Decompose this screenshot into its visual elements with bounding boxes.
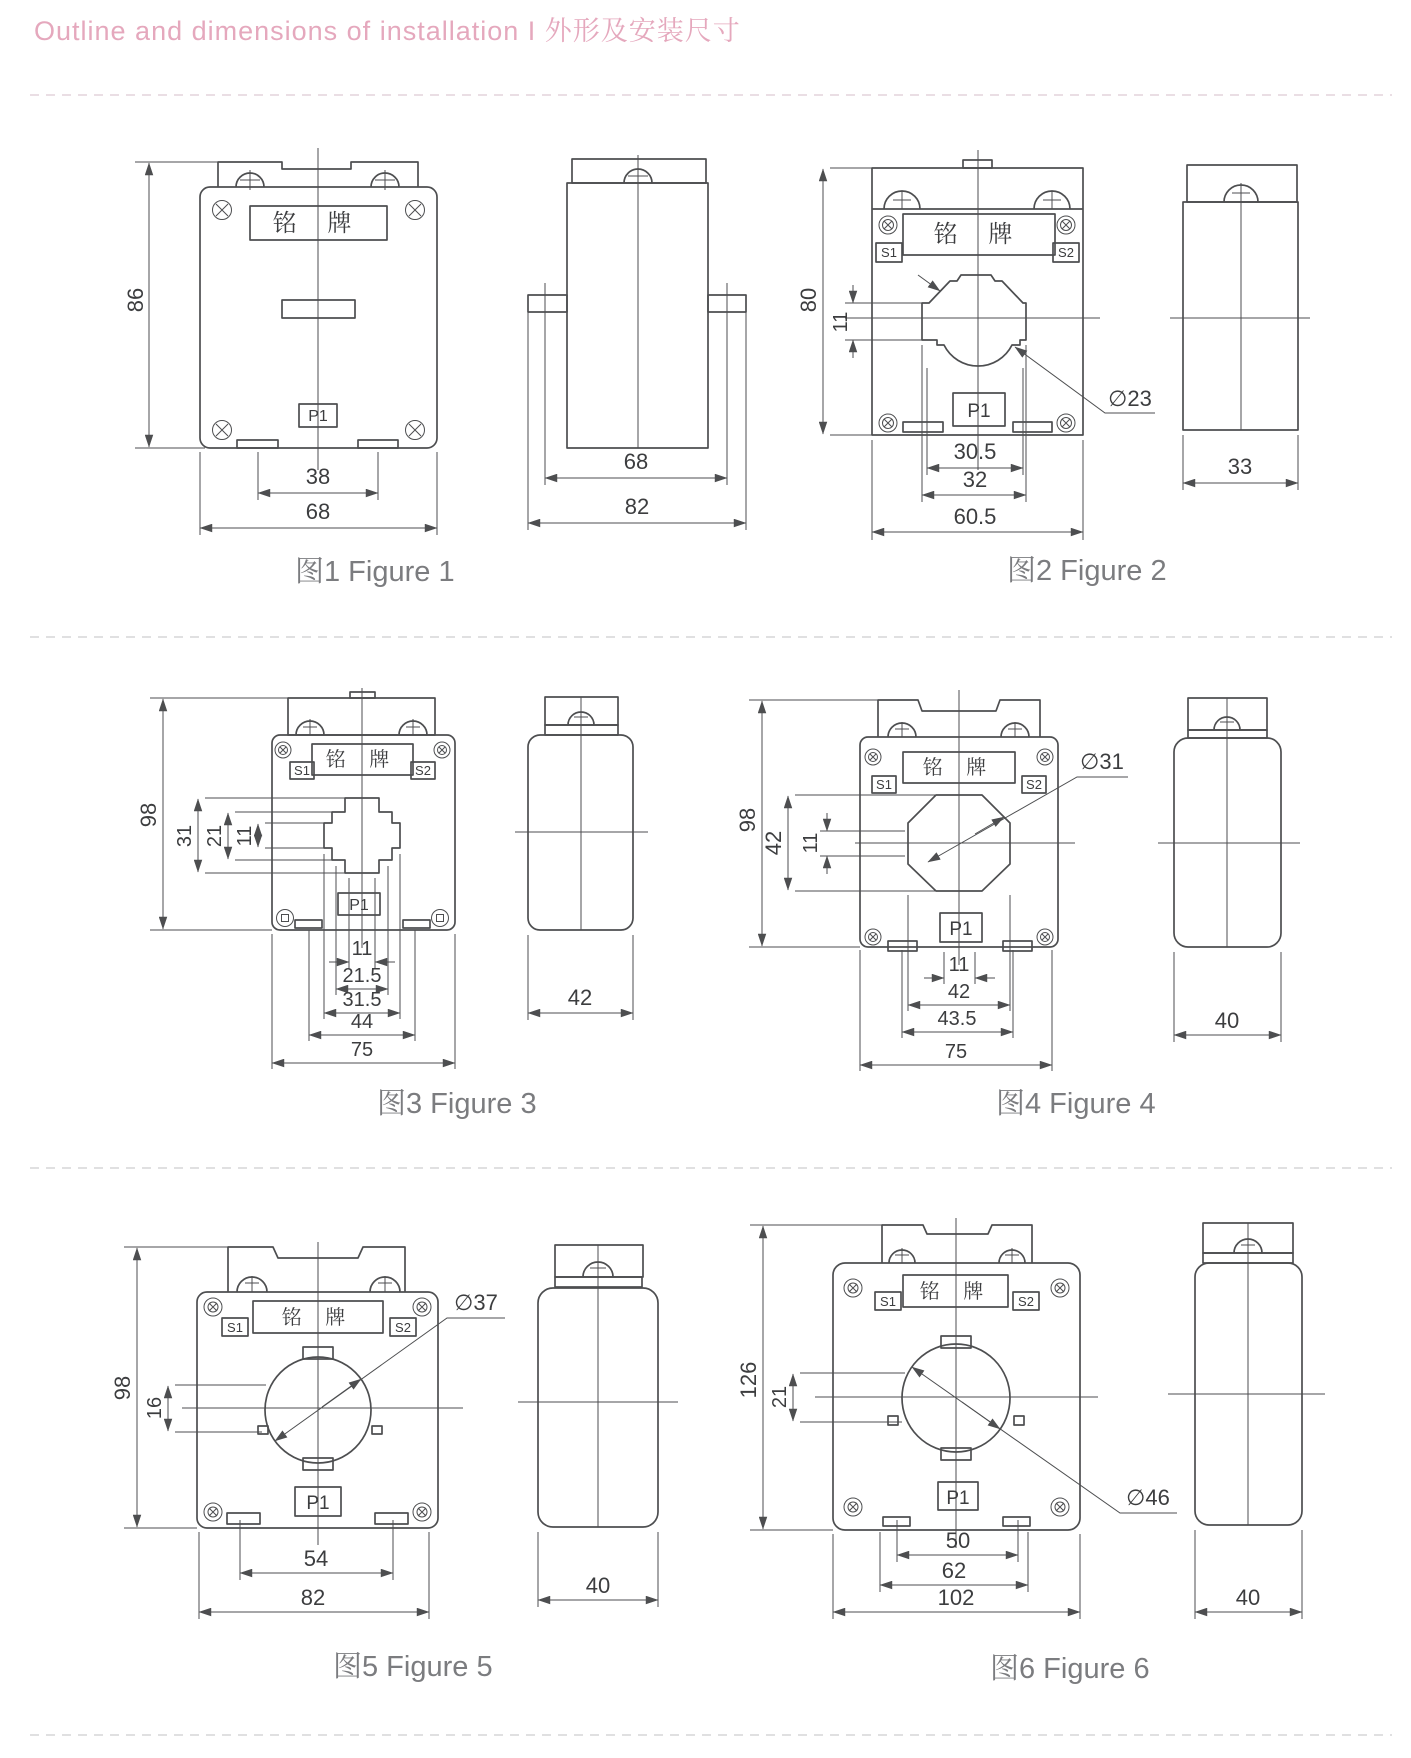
diameter-label: ∅46: [1126, 1485, 1170, 1510]
p1-label: P1: [967, 401, 991, 422]
dim-side: [528, 935, 633, 1020]
foot-slot: [403, 920, 430, 928]
page-title: Outline and dimensions of installation I 外形及安装尺寸: [34, 16, 741, 46]
dim-bottom-1: [924, 952, 995, 984]
figure-3-side-view: [515, 697, 648, 1020]
svg-text:82: 82: [300, 1585, 326, 1610]
svg-text:82: 82: [624, 494, 650, 519]
figure-2-caption: 图2 Figure 2: [1007, 555, 1167, 587]
dim-height: [123, 162, 218, 448]
tab-screw-icon: [1224, 183, 1258, 202]
svg-text:42: 42: [567, 985, 593, 1010]
svg-text:11: 11: [948, 954, 970, 976]
nameplate-label: 铭 牌: [281, 1307, 355, 1329]
svg-text:43.5: 43.5: [937, 1008, 977, 1030]
tab-screw-icon: [884, 191, 1070, 209]
svg-text:30.5: 30.5: [953, 439, 997, 464]
foot-slot: [1013, 422, 1052, 432]
figure-3-caption: 图3 Figure 3: [377, 1088, 537, 1120]
figure-4-front-view: [735, 690, 1128, 1071]
dim-height: [136, 698, 288, 930]
svg-text:42: 42: [947, 981, 971, 1003]
s1-label: S1: [294, 763, 310, 778]
figure-6-front-view: [736, 1218, 1177, 1619]
figure-4-caption: 图4 Figure 4: [996, 1088, 1156, 1120]
svg-text:42: 42: [761, 830, 786, 856]
p1-label: P1: [349, 897, 369, 914]
figure-2-front-view: [796, 150, 1155, 540]
page-header: [30, 16, 1392, 1735]
svg-text:11: 11: [830, 311, 852, 333]
dim-side-outer: [528, 312, 746, 530]
dim-left-1: [174, 798, 345, 873]
figure-5: [110, 1242, 678, 1683]
svg-text:80: 80: [796, 287, 821, 313]
svg-text:33: 33: [1227, 454, 1253, 479]
figure-4-side-view: [1158, 698, 1300, 1042]
foot-slot: [237, 440, 278, 448]
svg-text:54: 54: [303, 1546, 329, 1571]
s1-label: S1: [227, 1320, 243, 1335]
svg-text:126: 126: [736, 1361, 761, 1399]
svg-text:98: 98: [110, 1375, 135, 1401]
svg-text:21: 21: [769, 1385, 791, 1409]
side-tab: [555, 1245, 643, 1277]
diameter-label: ∅31: [1080, 749, 1124, 774]
svg-text:38: 38: [305, 464, 331, 489]
dim-left-3: [234, 823, 324, 848]
svg-text:31.5: 31.5: [342, 989, 382, 1011]
dim-bottom-1: [897, 1520, 1018, 1562]
svg-text:75: 75: [350, 1039, 374, 1061]
dim-window: [830, 285, 927, 358]
svg-text:44: 44: [350, 1011, 374, 1033]
mounting-tab: [228, 1247, 405, 1292]
svg-text:40: 40: [1235, 1585, 1261, 1610]
svg-text:102: 102: [937, 1585, 975, 1610]
s2-label: S2: [1058, 245, 1074, 260]
s1-label: S1: [881, 245, 897, 260]
flange: [528, 295, 567, 312]
figure-1-caption: 图1 Figure 1: [295, 556, 455, 588]
svg-text:60.5: 60.5: [953, 504, 997, 529]
figure-3: [136, 688, 648, 1120]
nameplate-label: 铭 牌: [325, 749, 399, 771]
dim-height: [736, 1225, 882, 1530]
dim-bottom-1: [240, 1520, 393, 1580]
foot-slot: [888, 941, 917, 951]
svg-text:40: 40: [585, 1573, 611, 1598]
svg-text:11: 11: [351, 938, 373, 960]
p1-label: P1: [308, 408, 328, 425]
s2-label: S2: [415, 763, 431, 778]
dim-side: [1183, 435, 1298, 490]
figure-1: [123, 148, 746, 588]
svg-text:21: 21: [204, 824, 226, 848]
svg-text:98: 98: [735, 807, 760, 833]
foot-slot: [1003, 941, 1032, 951]
p1-label: P1: [306, 1493, 330, 1514]
s2-label: S2: [1018, 1294, 1034, 1309]
s1-label: S1: [876, 777, 892, 792]
svg-text:75: 75: [944, 1041, 968, 1063]
dim-side: [538, 1532, 658, 1607]
tab-screw-icon: [889, 1248, 1025, 1263]
figure-6-caption: 图6 Figure 6: [990, 1653, 1150, 1685]
foot-slot: [1003, 1517, 1030, 1526]
side-tab: [1187, 165, 1297, 202]
figure-1-side-view: [528, 155, 746, 530]
svg-text:68: 68: [623, 449, 649, 474]
svg-text:98: 98: [136, 802, 161, 828]
diameter-label: ∅37: [454, 1290, 498, 1315]
svg-text:68: 68: [305, 499, 331, 524]
p1-label: P1: [946, 1488, 970, 1509]
dim-side: [1174, 952, 1281, 1042]
s1-label: S1: [880, 1294, 896, 1309]
svg-text:40: 40: [1214, 1008, 1240, 1033]
dim-height: [796, 168, 872, 435]
svg-text:86: 86: [123, 287, 148, 313]
figure-6: [736, 1218, 1325, 1685]
foot-slot: [903, 422, 943, 432]
nameplate-label: 铭 牌: [922, 757, 996, 779]
figure-5-front-view: [110, 1242, 505, 1619]
figure-3-front-view: [136, 688, 455, 1069]
svg-text:32: 32: [962, 467, 988, 492]
svg-text:21.5: 21.5: [342, 965, 382, 987]
side-tab: [572, 159, 706, 183]
svg-text:31: 31: [174, 824, 196, 848]
foot-slot: [358, 440, 398, 448]
figure-5-side-view: [518, 1245, 678, 1607]
svg-text:11: 11: [234, 825, 256, 847]
figure-2-side-view: [1170, 165, 1310, 490]
dim-side-inner: [545, 449, 727, 478]
s2-label: S2: [1026, 777, 1042, 792]
p1-label: P1: [949, 919, 973, 940]
dim-side: [1195, 1530, 1302, 1619]
figure-4: [735, 690, 1300, 1120]
figure-6-side-view: [1168, 1223, 1325, 1619]
figure-5-caption: 图5 Figure 5: [333, 1651, 493, 1683]
figure-2: [796, 150, 1310, 587]
nameplate-label: 铭 牌: [272, 210, 364, 237]
foot-slot: [227, 1513, 260, 1524]
svg-text:16: 16: [144, 1396, 166, 1420]
figure-1-front-view: [123, 148, 437, 535]
dim-left-2: [204, 812, 332, 860]
dim-height: [110, 1247, 228, 1528]
dim-height: [735, 700, 878, 947]
corner-screw-icons: [879, 216, 1075, 432]
diameter-label: ∅23: [1108, 386, 1152, 411]
foot-slot: [295, 920, 322, 928]
foot-slot: [375, 1513, 408, 1524]
svg-text:11: 11: [800, 832, 822, 854]
dim-bottom-2: [922, 345, 1026, 502]
nameplate-label: 铭 牌: [933, 221, 1025, 248]
s2-label: S2: [395, 1320, 411, 1335]
nameplate-label: 铭 牌: [919, 1281, 993, 1303]
svg-text:62: 62: [941, 1558, 967, 1583]
mounting-tab: [882, 1225, 1032, 1263]
svg-text:50: 50: [945, 1528, 971, 1553]
